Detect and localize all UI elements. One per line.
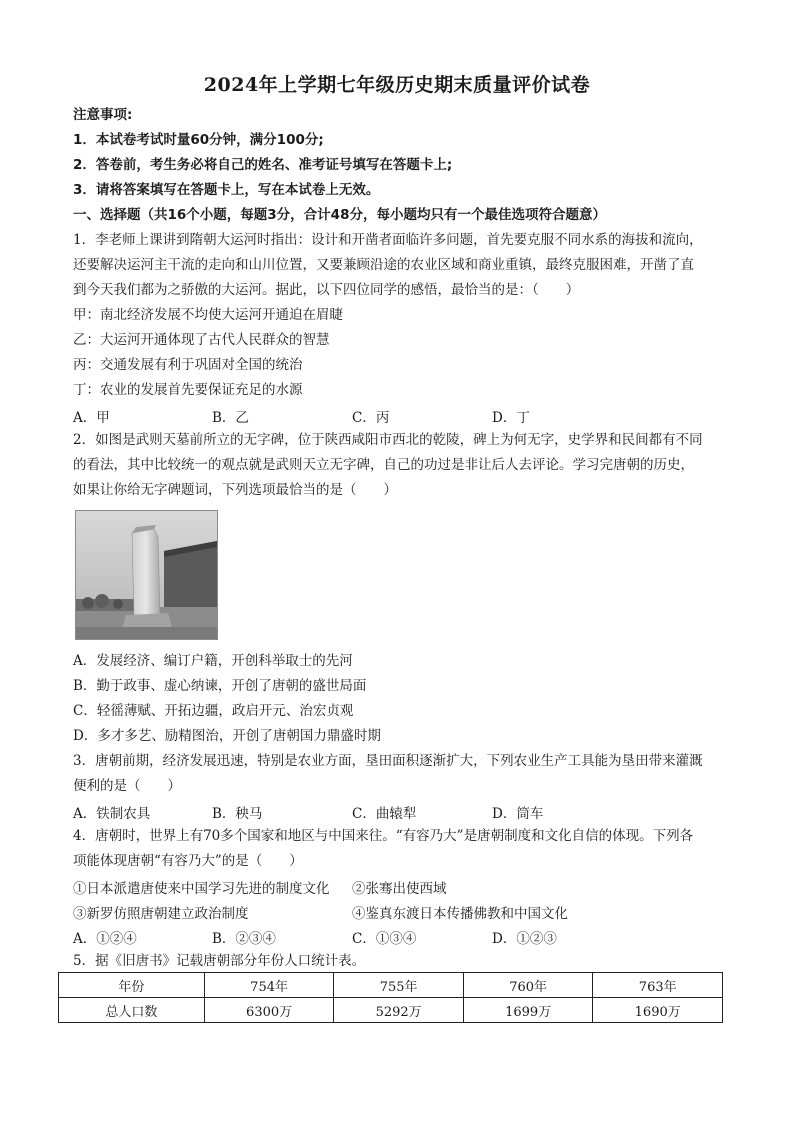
q1-stem-line: 1．李老师上课讲到隋朝大运河时指出：设计和开凿者面临许多问题，首先要克服不同水系的海拔和流向， [73,232,703,248]
q4-option-b[interactable]: B．②③④ [212,931,276,947]
q1-option-c[interactable]: C．丙 [352,410,390,426]
table-header-cell: 760年 [463,973,593,998]
q1-statement: 丙：交通发展有利于巩固对全国的统治 [73,357,303,373]
q2-option-d[interactable]: D．多才多艺、励精图治，开创了唐朝国力鼎盛时期 [73,728,381,744]
table-header-row [59,973,723,998]
q4-stem-line: 项能体现唐朝“有容乃大”的是（ ） [73,853,303,869]
q4-item: ①日本派遣唐使来中国学习先进的制度文化 [73,881,330,897]
q2-stem-line: 2．如图是武则天墓前所立的无字碑，位于陕西咸阳市西北的乾陵，碑上为何无字，史学界和民间都有不同 [73,432,703,448]
table-cell: 总人口数 [59,998,205,1023]
q4-item: ④鉴真东渡日本传播佛教和中国文化 [352,906,568,922]
table-cell: 1699万 [463,998,593,1023]
q3-option-a[interactable]: A．铁制农具 [73,806,151,822]
table-cell: 1690万 [593,998,723,1023]
q3-option-c[interactable]: C．曲辕犁 [352,806,417,822]
q4-item: ③新罗仿照唐朝建立政治制度 [73,906,249,922]
q1-stem-line: 到今天我们都为之骄傲的大运河。据此，以下四位同学的感悟，最恰当的是：（ ） [73,282,580,298]
q5-stem: 5．据《旧唐书》记载唐朝部分年份人口统计表。 [73,953,366,969]
q2-option-a[interactable]: A．发展经济、编订户籍，开创科举取士的先河 [73,653,353,669]
q1-statement: 乙：大运河开通体现了古代人民群众的智慧 [73,332,330,348]
q3-stem-line: 便利的是（ ） [73,778,181,794]
q2-option-c[interactable]: C．轻徭薄赋、开拓边疆，政启开元、治宏贞观 [73,703,354,719]
q1-option-a[interactable]: A．甲 [73,410,110,426]
q4-option-c[interactable]: C．①③④ [352,931,417,947]
q3-option-d[interactable]: D．筒车 [492,806,544,822]
q2-stem-line: 如果让你给无字碑题词，下列选项最恰当的是（ ） [73,482,397,498]
note-item: 3．请将答案填写在答题卡上，写在本试卷上无效。 [73,182,380,198]
q3-stem-line: 3．唐朝前期，经济发展迅速，特别是农业方面，垦田面积逐渐扩大，下列农业生产工具能为垦田带来灌溉 [73,753,703,769]
q1-stem-line: 还要解决运河主干流的走向和山川位置，又要兼顾沿途的农业区域和商业重镇，最终克服困难，开凿了直 [73,257,694,273]
q4-option-a[interactable]: A．①②④ [73,931,137,947]
wordless-stele-photo [75,510,218,640]
q4-stem-line: 4．唐朝时，世界上有70多个国家和地区与中国来往。“有容乃大”是唐朝制度和文化自信的体现。下列各 [73,828,694,844]
notes-heading: 注意事项: [73,107,133,123]
table-cell: 6300万 [204,998,334,1023]
note-item: 1．本试卷考试时量60分钟，满分100分; [73,132,324,148]
table-header-cell: 754年 [204,973,334,998]
q2-stem-line: 的看法，其中比较统一的观点就是武则天立无字碑，自己的功过是非让后人去评论。学习完唐朝的历史， [73,457,694,473]
exam-title: 2024年上学期七年级历史期末质量评价试卷 [203,74,591,96]
table-header-cell: 年份 [59,973,205,998]
table-row [59,998,723,1023]
q1-statement: 丁：农业的发展首先要保证充足的水源 [73,382,303,398]
q4-item: ②张骞出使西域 [352,881,447,897]
note-item: 2．答卷前，考生务必将自己的姓名、准考证号填写在答题卡上; [73,157,453,173]
table-header-cell: 755年 [334,973,464,998]
table-cell: 5292万 [334,998,464,1023]
population-table [58,972,723,1023]
q1-statement: 甲：南北经济发展不均使大运河开通迫在眉睫 [73,307,343,323]
table-header-cell: 763年 [593,973,723,998]
section-heading: 一、选择题（共16个小题，每题3分，合计48分，每小题均只有一个最佳选项符合题意） [73,207,606,223]
q2-option-b[interactable]: B．勤于政事、虚心纳谏，开创了唐朝的盛世局面 [73,678,367,694]
q1-option-d[interactable]: D．丁 [492,410,530,426]
q4-option-d[interactable]: D．①②③ [492,931,557,947]
q1-option-b[interactable]: B．乙 [212,410,249,426]
q3-option-b[interactable]: B．秧马 [212,806,263,822]
